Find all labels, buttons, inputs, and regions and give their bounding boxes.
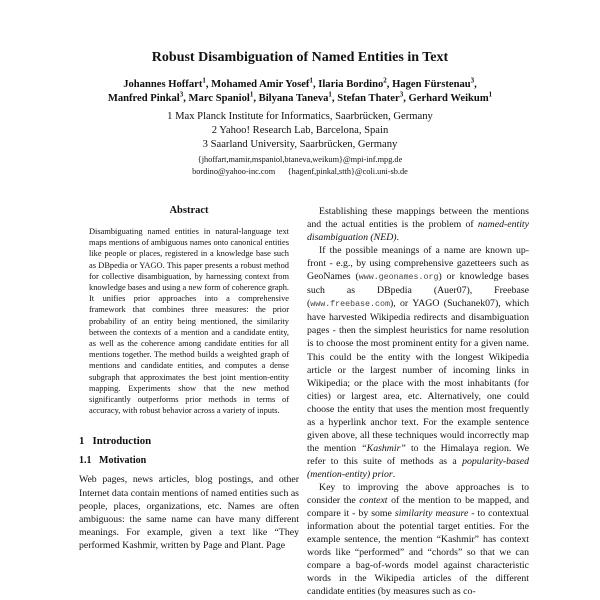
author-name: Gerhard Weikum: [408, 93, 489, 104]
text-run: .: [396, 232, 399, 244]
body-paragraph: [307, 244, 529, 481]
author-name: Marc Spaniol: [188, 93, 250, 104]
url-text: www.freebase.com: [310, 300, 390, 310]
text-run: ) or knowledge bases such as DBpedia (Auer07), Freebase (: [307, 271, 529, 310]
text-run: ), or YAGO (Suchanek07), which have harvested Wikipedia redirects and disambiguation pages - then the simplest heuristics for name resolution is to choose the most prominent entity for a given name. This could be the entity with the longest Wikipedia article or the largest number of incoming links in Wikipedia; or the place with the most inhabitants (for cities) or largest area, etc. Alternatively, one could choose the entity that uses the mention most frequently as a hyperlink anchor text. For the example sentence given above, all these techniques would incorrectly map the mention: [307, 298, 529, 454]
left-column: [79, 205, 299, 552]
affiliation-line: 1 Max Planck Institute for Informatics, Saarbrücken, Germany: [167, 111, 433, 122]
affiliation-line: 2 Yahoo! Research Lab, Barcelona, Spain: [211, 125, 389, 136]
author-affiliation-mark: 3: [179, 90, 184, 99]
author-separator: ,: [205, 79, 212, 90]
emphasis-text: popularity-based (mention-entity) prior: [307, 455, 529, 480]
author-name: Johannes Hoffart: [123, 79, 203, 90]
author-affiliation-mark: 1: [249, 90, 254, 99]
text-run: .: [392, 468, 396, 480]
emphasis-text: context: [359, 495, 388, 507]
email-line: {jhoffart,mamir,mspaniol,btaneva,weikum}@mpi-inf.mpg.de: [197, 155, 403, 164]
affiliation-line: 3 Saarland University, Saarbrücken, Germany: [202, 139, 398, 150]
author-name: Mohamed Amir Yosef: [211, 79, 310, 90]
section-heading-introduction: 1 Introduction: [79, 435, 152, 448]
text-run: If the possible meanings of a name are known up-front - e.g., by using comprehensive gazetteers such as GeoNames (: [307, 245, 529, 283]
author-list: [40, 78, 560, 106]
abstract-heading: Abstract: [169, 205, 209, 216]
text-run: of the mention to be mapped, and compare it - by some: [307, 495, 529, 520]
author-name: Ilaria Bordino: [318, 79, 384, 90]
author-separator: ,: [183, 93, 189, 104]
email-address: bordino@yahoo-inc.com: [192, 167, 276, 176]
author-name: Stefan Thater: [337, 93, 400, 104]
introduction-paragraph: Web pages, news articles, blog postings, and other Internet data contain mentions of named entities such as people, places, organizations, etc. Names are often ambiguous: the same name can have many different meanings. For example, given a text like “They performed Kashmir, written by Page and Plant. Page: [79, 474, 299, 551]
author-affiliation-mark: 1: [328, 90, 332, 99]
author-separator: ,: [331, 93, 338, 104]
author-affiliation-mark: 3: [399, 90, 404, 99]
email-address: {hagenf,pinkal,stth}@coli.uni-sb.de: [287, 167, 408, 176]
emphasis-text: “Kashmir”: [361, 442, 406, 454]
text-run: to the Himalaya region. We refer to this suite of methods as a: [307, 442, 529, 467]
text-run: Key to improving the above approaches is to consider the: [307, 481, 529, 507]
author-separator: ,: [386, 79, 393, 90]
abstract-text: Disambiguating named entities in natural-language text maps mentions of ambiguous names onto canonical entities like people or places, registered in a knowledge base such as DBpedia or YAGO. This paper presents a robust method for collective disambiguation, by harnessing context from knowledge bases and using a new form of coherence graph. It unifies prior approaches into a comprehensive framework that combines three measures: the prior probability of an entity being mentioned, the similarity between the contexts of a mention and a candidate entity, as well as the coherence among candidate entities for all mentions together. The method builds a weighted graph of mentions and candidate entities, and computes a dense subgraph that approximates the best joint mention-entity mapping. Experiments show that the new method significantly outperforms prior methods in terms of accuracy, with robust behavior across a variety of inputs.: [89, 227, 289, 416]
author-separator: ,: [403, 93, 409, 104]
text-run: Establishing these mappings between the mentions and the actual entities is the problem of: [307, 206, 529, 231]
email-line: [40, 166, 560, 177]
subsection-heading-motivation: 1.1 Motivation: [79, 455, 147, 467]
body-paragraph: [307, 205, 529, 244]
author-name: Bilyana Taneva: [258, 93, 329, 104]
paper-title: Robust Disambiguation of Named Entities in Text: [151, 50, 449, 65]
url-text: www.geonames.org: [358, 273, 439, 283]
right-column: [307, 205, 529, 598]
author-separator: ,: [253, 93, 259, 104]
author-affiliation-mark: 1: [309, 76, 313, 85]
author-separator: ,: [474, 79, 477, 90]
emphasis-text: named-entity disambiguation (NED): [307, 219, 529, 244]
author-name: Manfred Pinkal: [107, 93, 180, 104]
text-run: - to contextual information about the potential target entities. For the example sentence, the mention “Kashmir” has context words like “performed” and “chords” so that we can compare a bag-of-words model against characteristic words in the Wikipedia articles of the different candidate entities (by measures such as co-: [307, 508, 529, 598]
author-name: Hagen Fürstenau: [392, 79, 471, 90]
author-affiliation-mark: 3: [470, 76, 475, 85]
body-paragraph: [307, 481, 529, 598]
author-affiliation-mark: 2: [383, 76, 387, 85]
author-separator: ,: [312, 79, 319, 90]
author-affiliation-mark: 1: [488, 90, 493, 99]
author-affiliation-mark: 1: [202, 76, 206, 85]
emphasis-text: similarity measure: [394, 508, 469, 520]
